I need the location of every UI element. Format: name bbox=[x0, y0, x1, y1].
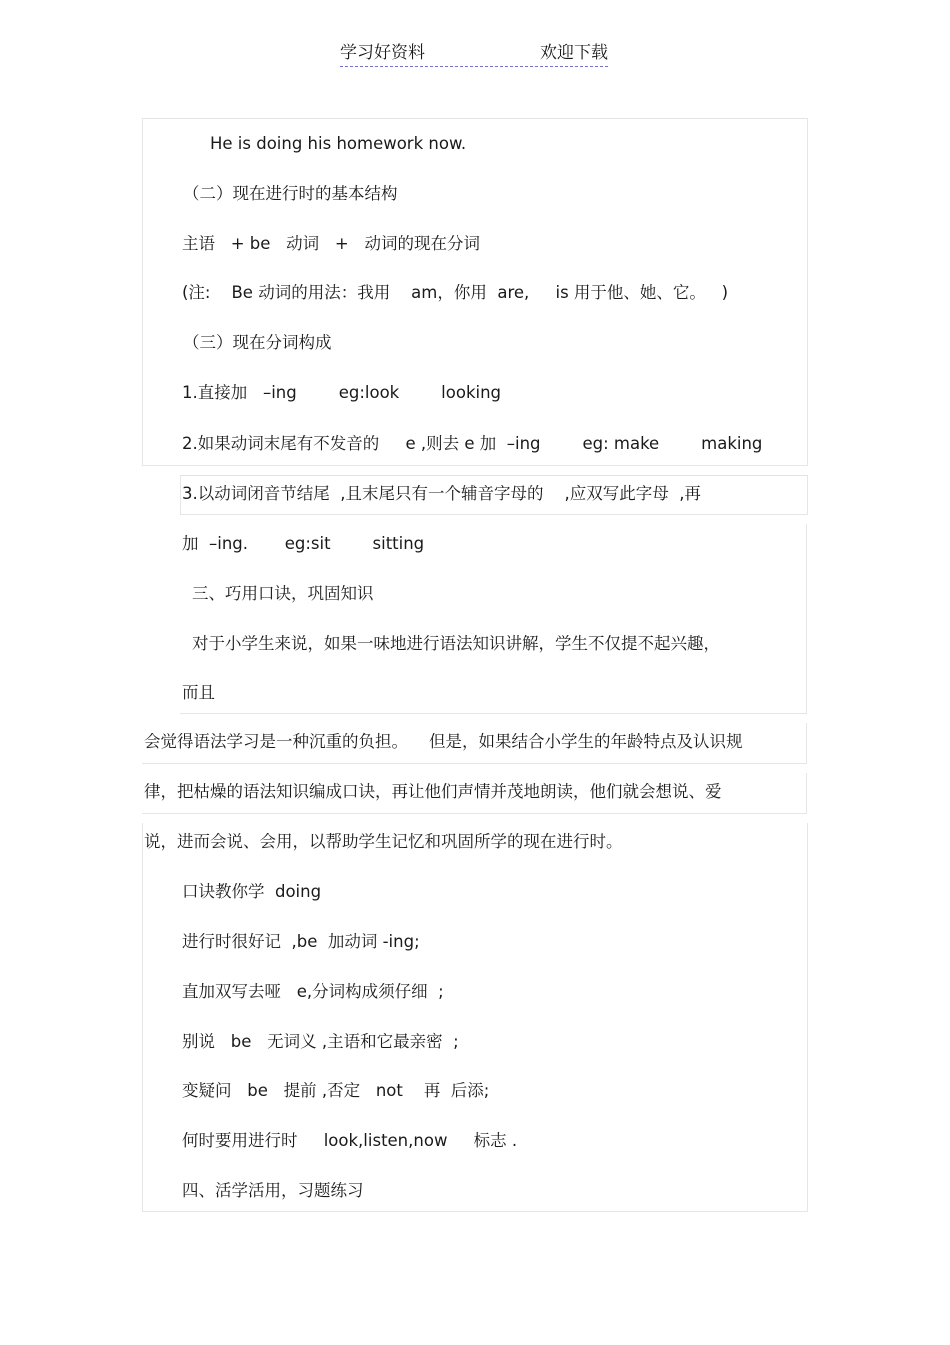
text-line: 口诀教你学 doing bbox=[182, 882, 322, 901]
section-heading: （三）现在分词构成 bbox=[183, 333, 332, 352]
header-left-text: 学习好资料 bbox=[340, 43, 425, 63]
text-line: 对于小学生来说，如果一味地进行语法知识讲解，学生不仅提不起兴趣， bbox=[192, 634, 720, 653]
text-line: (注: Be 动词的用法：我用 am，你用 are, is 用于他、她、它。 ) bbox=[182, 283, 729, 302]
text-line: 律，把枯燥的语法知识编成口诀，再让他们声情并茂地朗读，他们就会想说、爱 bbox=[144, 782, 722, 801]
text-line: 变疑问 be 提前 ,否定 not 再 后添; bbox=[182, 1081, 490, 1100]
text-line: 主语 + be 动词 + 动词的现在分词 bbox=[182, 234, 480, 253]
text-line: 2.如果动词末尾有不发音的 e ,则去 e 加 –ing eg: make making bbox=[182, 434, 763, 453]
text-line: He is doing his homework now. bbox=[210, 134, 467, 153]
text-line: 直加双写去哑 e,分词构成须仔细 ; bbox=[182, 982, 444, 1001]
text-line: 会觉得语法学习是一种沉重的负担。 但是，如果结合小学生的年龄特点及认识规 bbox=[144, 732, 743, 751]
text-line: 1.直接加 –ing eg:look looking bbox=[182, 383, 502, 402]
text-line: 何时要用进行时 look,listen,now 标志 . bbox=[182, 1131, 518, 1150]
header-right-text: 欢迎下载 bbox=[540, 43, 608, 63]
section-heading: 三、巧用口诀，巩固知识 bbox=[192, 584, 374, 603]
text-line: 加 –ing. eg:sit sitting bbox=[182, 534, 425, 553]
text-line: 而且 bbox=[182, 683, 215, 702]
text-line: 3.以动词闭音节结尾 ,且末尾只有一个辅音字母的 ,应双写此字母 ,再 bbox=[182, 484, 701, 503]
section-heading: 四、活学活用，习题练习 bbox=[182, 1181, 364, 1200]
section-heading: （二）现在进行时的基本结构 bbox=[183, 184, 398, 203]
text-line: 说，进而会说、会用，以帮助学生记忆和巩固所学的现在进行时。 bbox=[144, 832, 623, 851]
text-line: 进行时很好记 ,be 加动词 -ing; bbox=[182, 932, 420, 951]
text-line: 别说 be 无词义 ,主语和它最亲密 ; bbox=[182, 1032, 459, 1051]
page-header bbox=[340, 40, 608, 67]
